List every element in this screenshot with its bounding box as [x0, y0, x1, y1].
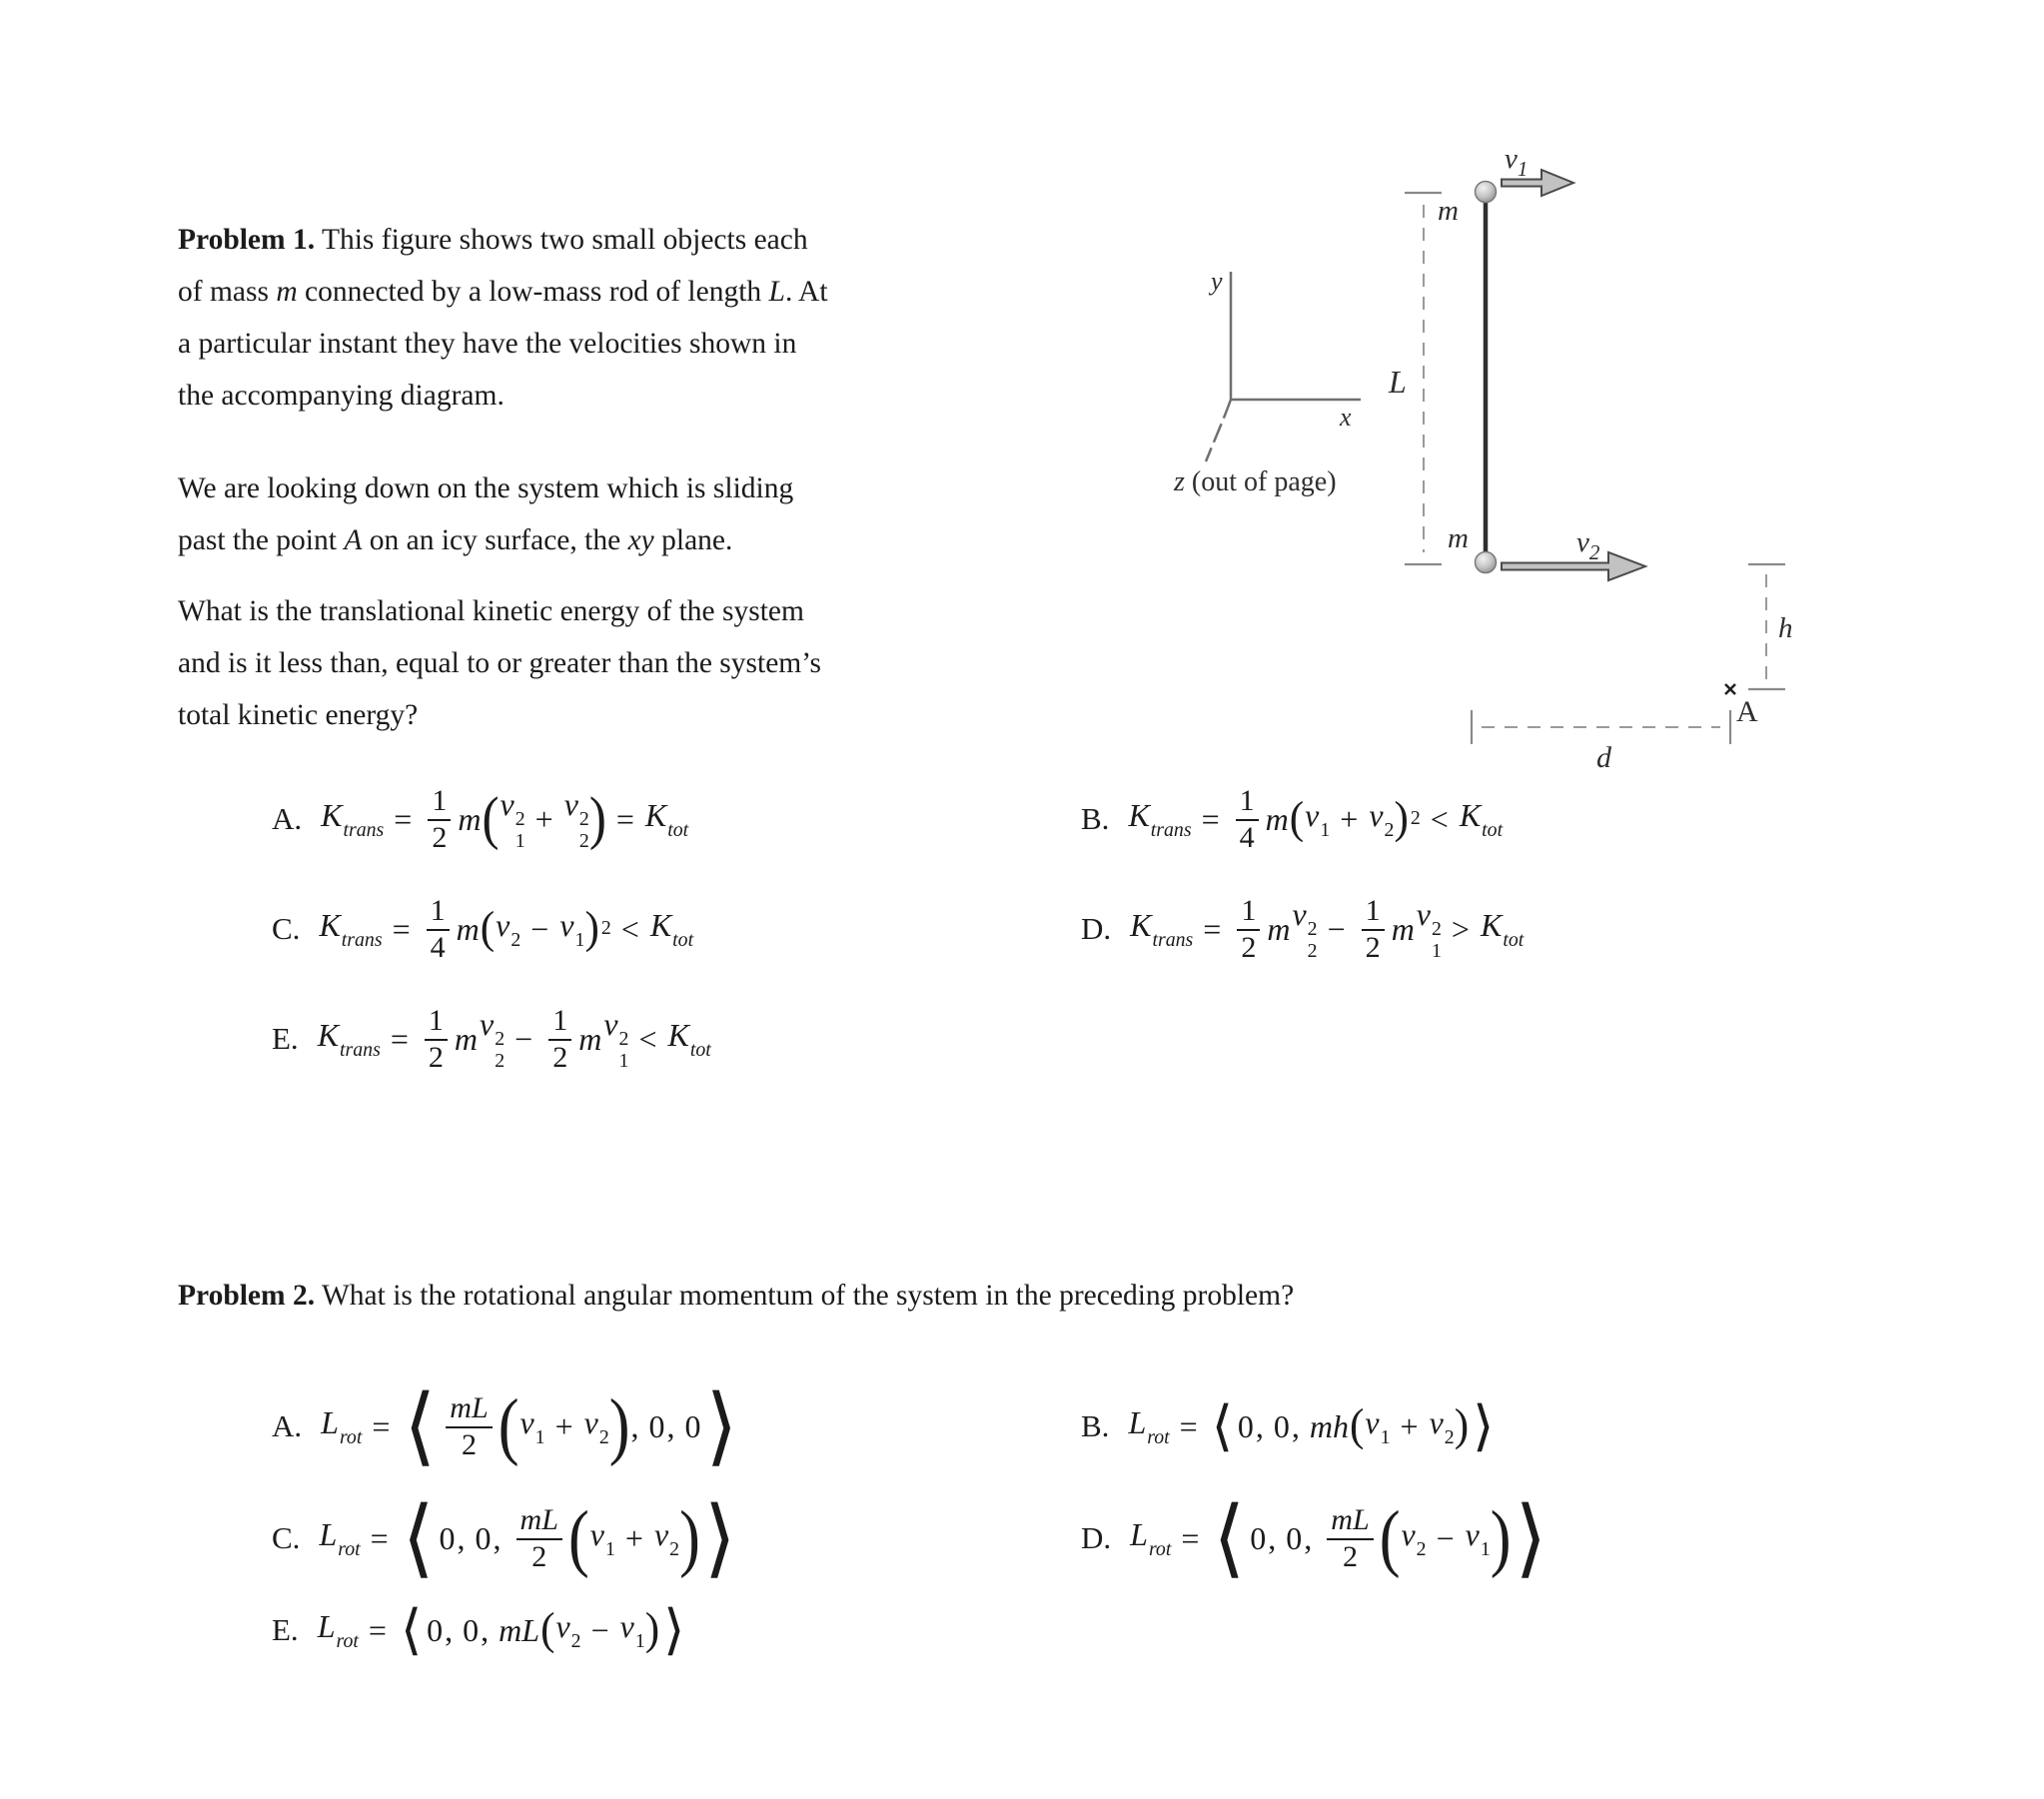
mass-top	[1476, 182, 1497, 203]
p1-choice-d-equation: $K_{trans}$ = $\frac{1}{2}$ m v 2 2 − $\frac{1}{2}$ m v 2 1 > $K_{tot}$	[1130, 892, 1525, 964]
system-diagram	[1149, 110, 1848, 789]
p1-choice-d-label: D.	[1081, 911, 1112, 946]
p2-choice-a-label: A.	[272, 1408, 303, 1443]
p2-choice-b	[1081, 1370, 1498, 1482]
p1-choice-c	[272, 877, 693, 981]
axis-label-x: x	[1340, 403, 1352, 432]
p2-choice-b-label: B.	[1081, 1408, 1110, 1443]
problem1-intro-paragraph: Problem 1. This figure shows two small objects each of mass m connected by a low-mass rod of length L. At a particular instant they have the velocities shown in the accompanying diagram.	[178, 224, 828, 412]
axis-label-y: y	[1211, 267, 1223, 296]
point-a-label: A	[1736, 695, 1758, 728]
h-label: h	[1778, 612, 1793, 644]
problem1-looking-down-paragraph: We are looking down on the system which is sliding past the point A on an icy surface, the xy plane.	[178, 472, 794, 556]
z-axis	[1206, 400, 1231, 461]
p1-choice-d	[1081, 877, 1524, 981]
p2-choice-d-equation: $L_{rot}$ = ⟨ 0 , 0 , $\frac{mL}{2}$ ( $v_2$ − $v_1$ ) ⟩	[1130, 1487, 1547, 1588]
point-a-marker	[1725, 684, 1735, 694]
length-dimension	[1388, 193, 1442, 564]
d-label: d	[1596, 741, 1611, 774]
h-dimension	[1748, 564, 1793, 689]
p1-choice-a-equation: $K_{trans}$ = $\frac{1}{2}$ m ( v 2 1 + v 2 2 ) = $K_{tot}$	[321, 782, 689, 854]
p2-choice-c-equation: $L_{rot}$ = ⟨ 0 , 0 , $\frac{mL}{2}$ ( $v_1$ + $v_2$ ) ⟩	[319, 1487, 736, 1588]
p1-choice-b-label: B.	[1081, 801, 1110, 836]
p1-choice-e-equation: $K_{trans}$ = $\frac{1}{2}$ m v 2 2 − $\frac{1}{2}$ m v 2 1 < $K_{tot}$	[317, 1002, 711, 1074]
p1-choice-c-equation: $K_{trans}$ = $\frac{1}{4}$ m ( $v_2$ − $v_1$ ) 2 < $K_{tot}$	[319, 892, 694, 964]
p1-choice-e-label: E.	[272, 1021, 299, 1056]
p2-choice-a-equation: $L_{rot}$ = ⟨ $\frac{mL}{2}$ ( $v_1$ + $v_2$ ) , 0 , 0 ⟩	[321, 1375, 738, 1476]
p1-choice-a-label: A.	[272, 801, 303, 836]
p1-choice-b-equation: $K_{trans}$ = $\frac{1}{4}$ m ( $v_1$ + $v_2$ ) 2 < $K_{tot}$	[1128, 782, 1504, 854]
p2-choice-b-equation: $L_{rot}$ = ⟨ 0 , 0 , mh ( $v_1$ + $v_2$ ) ⟩	[1128, 1393, 1495, 1457]
p2-choice-a	[272, 1370, 741, 1482]
p1-choice-e	[272, 987, 711, 1091]
axis-label-z: z (out of page)	[1174, 466, 1337, 497]
coordinate-axes	[1173, 267, 1361, 497]
mass-bottom	[1476, 552, 1497, 573]
p2-choice-d	[1081, 1482, 1550, 1594]
v1-label: $v_1$	[1505, 143, 1529, 181]
p1-choice-c-label: C.	[272, 911, 301, 946]
v2-label: $v_2$	[1576, 526, 1600, 564]
p2-choice-d-label: D.	[1081, 1520, 1112, 1555]
mass-top-label: m	[1438, 195, 1459, 227]
p1-choice-a	[272, 767, 688, 871]
length-label: L	[1389, 364, 1407, 400]
p2-choice-e-equation: $L_{rot}$ = ⟨ 0 , 0 , mL ( $v_2$ − $v_1$ ) ⟩	[317, 1597, 685, 1661]
problem2-heading: Problem 2. What is the rotational angular momentum of the system in the preceding problem?	[178, 1280, 1295, 1312]
p2-choice-c-label: C.	[272, 1520, 301, 1555]
problem1-question-paragraph: What is the translational kinetic energy of the system and is it less than, equal to or greater than the system’s total kinetic energy?	[178, 595, 821, 731]
p2-choice-e	[272, 1574, 688, 1686]
d-dimension	[1472, 710, 1730, 774]
mass-bottom-label: m	[1448, 522, 1469, 554]
v2-arrow	[1502, 552, 1645, 580]
p2-choice-e-label: E.	[272, 1612, 299, 1647]
